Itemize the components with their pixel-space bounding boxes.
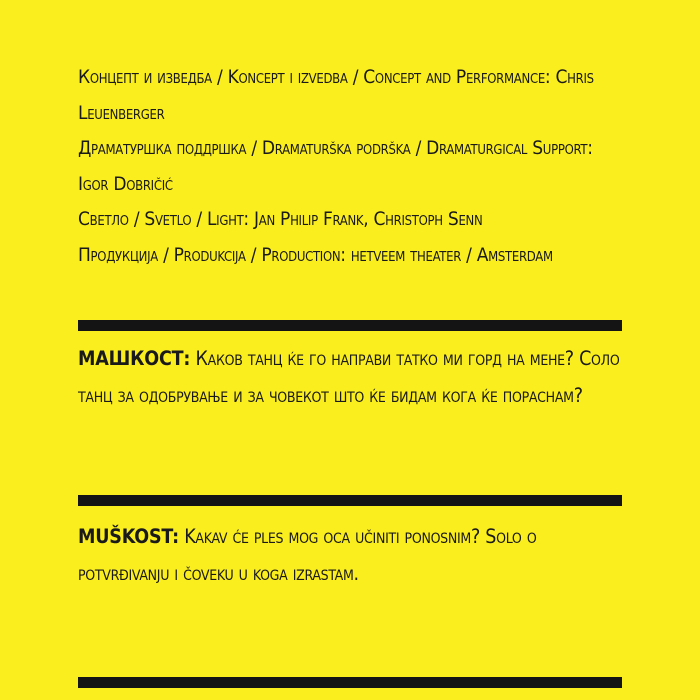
credit-light-label: Светло / Svetlo / Light: (78, 208, 249, 231)
section-serbian-text: Kakav će ples mog oca učiniti ponosnim? Solo o potvrđivanju i čoveku u koga izrastam. (78, 525, 537, 585)
credit-concept (78, 60, 623, 131)
section-macedonian-text: Каков танц ќе го направи татко ми горд на мене? Соло танц за одобрување и за човекот што ќе бидам кога ќе пораснам? (78, 347, 620, 407)
credit-light-value: Jan Philip Frank, Christoph Senn (254, 208, 483, 231)
credit-dramaturgy (78, 131, 623, 202)
credit-production-value: hetveem theater / Amsterdam (350, 243, 553, 266)
section-serbian-heading: MUŠKOST: (78, 525, 179, 548)
credit-concept-value: Chris Leuenberger (78, 66, 594, 124)
section-serbian (78, 518, 623, 592)
divider-rule (78, 677, 622, 688)
credit-light (78, 202, 623, 238)
credit-production-label: Продукција / Produkcija / Production: (78, 243, 346, 266)
credit-concept-label: Концепт и изведба / Koncept i izvedba / Concept and Performance: (78, 66, 551, 88)
section-macedonian (78, 340, 623, 414)
credit-production (78, 238, 623, 274)
divider-rule (78, 320, 622, 331)
credit-dramaturgy-label: Драматуршка поддршка / Dramaturška podrška / Dramaturgical Support: (78, 137, 593, 160)
credit-dramaturgy-value: Igor Dobričić (78, 172, 173, 195)
divider-rule (78, 495, 622, 506)
credits-block (78, 60, 623, 274)
section-macedonian-heading: МАШКОСТ: (78, 347, 191, 370)
